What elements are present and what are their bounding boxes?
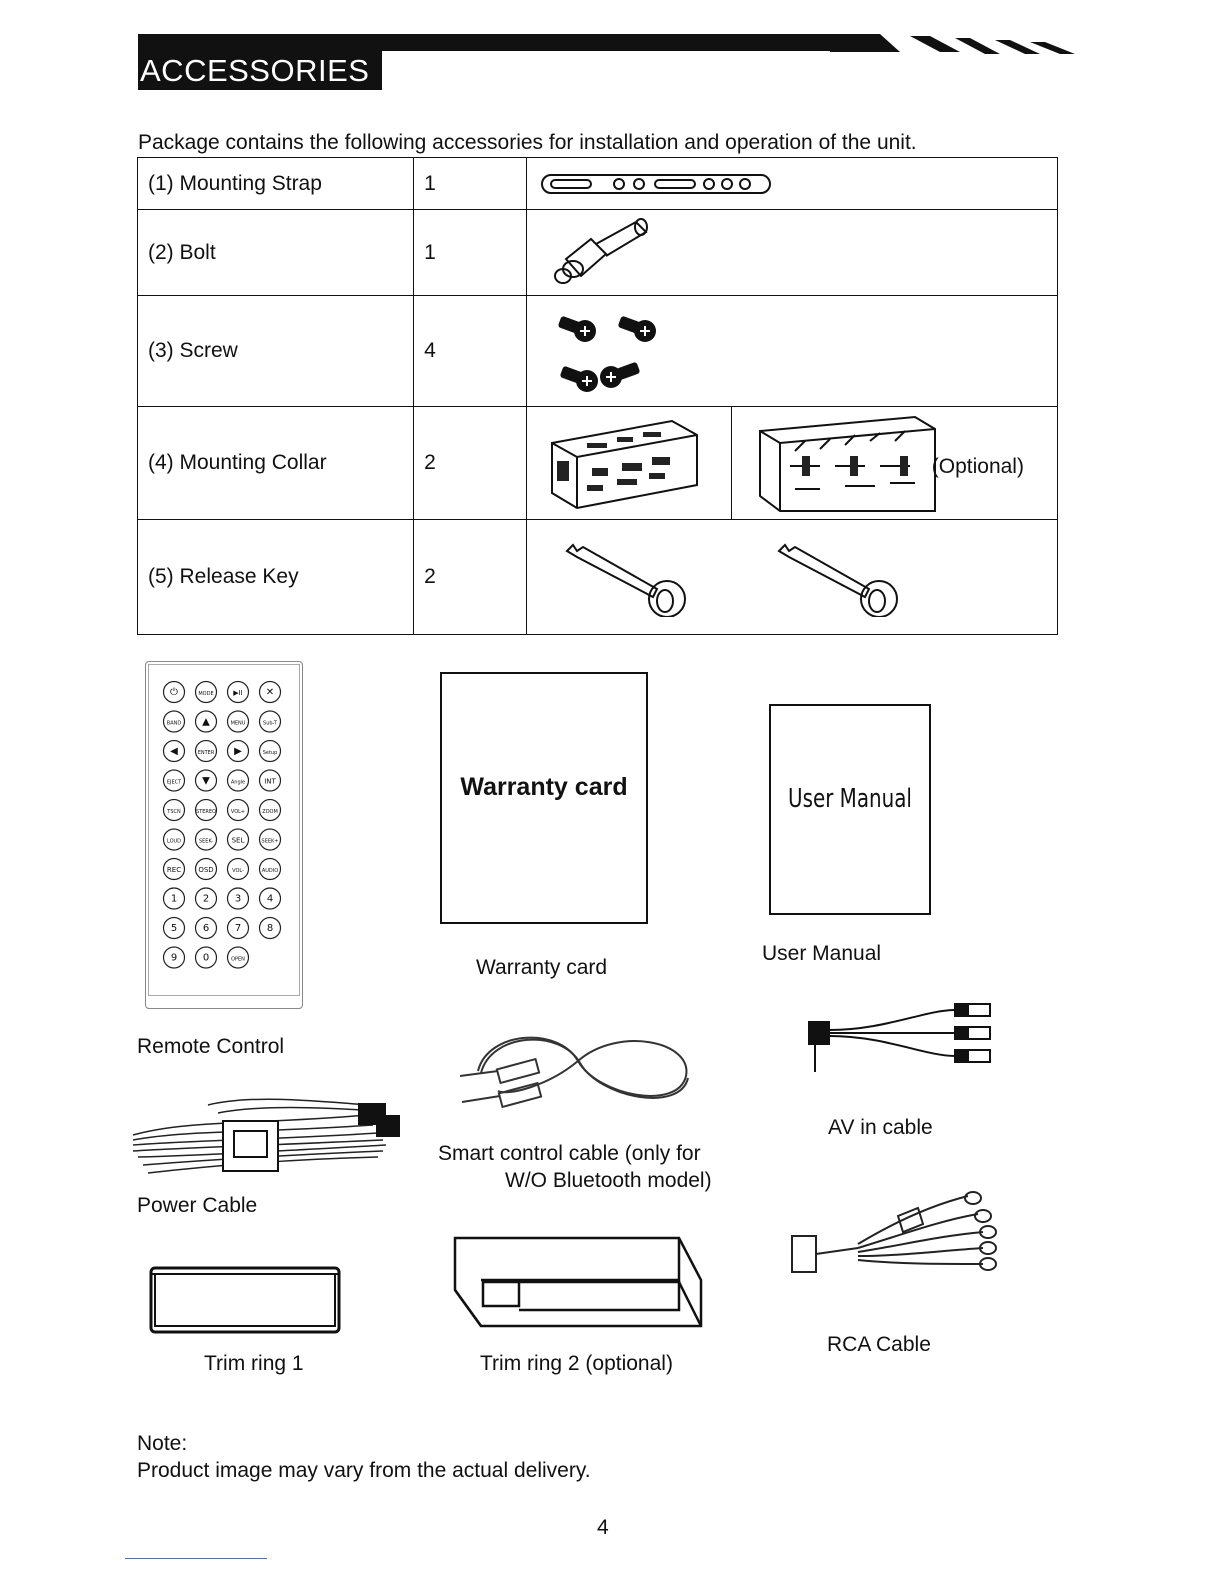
- trim-ring-2-icon: [451, 1230, 705, 1330]
- remote-button: [196, 711, 217, 732]
- item-name: (1) Mounting Strap: [138, 158, 414, 210]
- remote-button: [196, 859, 217, 880]
- svg-text:BAND: BAND: [166, 720, 182, 727]
- svg-text:ENTER: ENTER: [197, 750, 215, 756]
- trim-ring-2-caption: Trim ring 2 (optional): [480, 1352, 673, 1375]
- item-qty: 2: [414, 520, 527, 635]
- item-picture: [526, 210, 1057, 296]
- remote-button: [196, 800, 217, 821]
- remote-button: [196, 947, 217, 968]
- page-title: ACCESSORIES: [140, 53, 370, 88]
- remote-button: [228, 888, 249, 909]
- item-picture: [526, 407, 731, 520]
- remote-button: [260, 741, 281, 762]
- svg-text:SEL: SEL: [231, 836, 245, 845]
- svg-text:VOL-: VOL-: [232, 868, 244, 874]
- remote-button: [228, 829, 249, 850]
- av-in-cable-caption: AV in cable: [828, 1116, 933, 1139]
- svg-text:AUDIO: AUDIO: [261, 868, 279, 874]
- header-stripes: [830, 26, 1080, 56]
- remote-button: [260, 829, 281, 850]
- item-picture: [731, 407, 1057, 520]
- remote-button: [164, 800, 185, 821]
- svg-text:7: 7: [234, 923, 242, 934]
- optional-label: (Optional): [931, 455, 1024, 478]
- remote-button: [260, 918, 281, 939]
- svg-text:▲: ▲: [202, 716, 210, 728]
- svg-text:Angle: Angle: [230, 779, 246, 786]
- remote-button: [164, 770, 185, 791]
- remote-button: [228, 947, 249, 968]
- svg-text:MENU: MENU: [230, 720, 246, 727]
- table-row: [138, 210, 1058, 296]
- svg-text:Setup: Setup: [262, 750, 278, 756]
- remote-button: [196, 888, 217, 909]
- mounting-collar-icon: [547, 413, 707, 513]
- remote-button: [196, 741, 217, 762]
- item-name: (2) Bolt: [138, 210, 414, 296]
- remote-button: [164, 947, 185, 968]
- svg-text:OSD: OSD: [198, 866, 214, 874]
- remote-buttons: [146, 662, 302, 1002]
- remote-button: [196, 829, 217, 850]
- svg-text:5: 5: [170, 923, 178, 934]
- trim-ring-1-caption: Trim ring 1: [204, 1352, 304, 1375]
- svg-text:Sub-T: Sub-T: [263, 720, 277, 727]
- svg-text:✕: ✕: [265, 687, 275, 698]
- svg-text:9: 9: [170, 952, 178, 964]
- page-number: 4: [597, 1516, 609, 1539]
- mounting-collar-double-icon: [750, 411, 950, 515]
- accessories-table: [137, 157, 1058, 635]
- note-label: Note:: [137, 1432, 188, 1455]
- remote-button: [196, 770, 217, 791]
- item-qty: 2: [414, 407, 527, 520]
- item-qty: 4: [414, 296, 527, 407]
- svg-text:◀: ◀: [170, 746, 178, 757]
- svg-text:SEEK-: SEEK-: [198, 838, 214, 845]
- release-key-icon: [557, 537, 1057, 617]
- remote-button: [196, 918, 217, 939]
- item-name: (5) Release Key: [138, 520, 414, 635]
- svg-text:0: 0: [202, 952, 210, 964]
- remote-button: [164, 711, 185, 732]
- remote-button: [260, 888, 281, 909]
- svg-text:VOL+: VOL+: [230, 809, 246, 815]
- svg-text:OPEN: OPEN: [231, 956, 245, 963]
- remote-button: [164, 682, 185, 703]
- warranty-card-caption: Warranty card: [476, 956, 608, 979]
- remote-button: [164, 918, 185, 939]
- svg-text:EJECT: EJECT: [166, 779, 182, 786]
- remote-button: [228, 770, 249, 791]
- remote-button: [164, 888, 185, 909]
- remote-button: [228, 800, 249, 821]
- item-name: (4) Mounting Collar: [138, 407, 414, 520]
- remote-button: [228, 711, 249, 732]
- table-row: [138, 158, 1058, 210]
- remote-button: [164, 829, 185, 850]
- remote-control: [145, 661, 303, 1009]
- svg-text:STEREO: STEREO: [196, 809, 216, 815]
- rca-cable-icon: [788, 1186, 1003, 1282]
- remote-button: [196, 682, 217, 703]
- remote-button: [228, 682, 249, 703]
- user-manual: [769, 704, 931, 915]
- rca-cable-caption: RCA Cable: [827, 1333, 931, 1356]
- note-text: Product image may vary from the actual delivery.: [137, 1459, 591, 1482]
- remote-button: [228, 859, 249, 880]
- svg-text:▶II: ▶II: [233, 689, 243, 697]
- trim-ring-1-icon: [149, 1266, 341, 1334]
- av-in-cable-icon: [805, 1000, 1010, 1080]
- svg-text:2: 2: [202, 893, 210, 905]
- warranty-card-title: Warranty card: [460, 773, 628, 801]
- remote-button: [260, 770, 281, 791]
- user-manual-title: User Manual: [788, 784, 912, 814]
- remote-button: [260, 682, 281, 703]
- item-picture: [526, 520, 1057, 635]
- bolt-icon: [541, 214, 681, 292]
- svg-text:⏻: ⏻: [170, 687, 178, 698]
- power-cable-caption: Power Cable: [137, 1194, 258, 1217]
- intro-text: Package contains the following accessories for installation and operation of the unit.: [138, 131, 917, 154]
- svg-text:LOUD: LOUD: [166, 838, 182, 845]
- remote-button: [260, 711, 281, 732]
- svg-text:▶: ▶: [234, 746, 242, 757]
- remote-button: [260, 859, 281, 880]
- svg-text:REC: REC: [166, 866, 182, 874]
- svg-text:SEEK+: SEEK+: [261, 838, 279, 845]
- item-picture: [526, 158, 1057, 210]
- warranty-card: [440, 672, 648, 924]
- table-row: [138, 296, 1058, 407]
- table-row: [138, 407, 1058, 520]
- svg-text:8: 8: [266, 923, 274, 934]
- svg-text:4: 4: [266, 893, 274, 905]
- svg-text:ZOOM: ZOOM: [262, 809, 278, 815]
- remote-button: [164, 741, 185, 762]
- screw-icon: [549, 301, 689, 401]
- title-rule: [138, 34, 838, 51]
- svg-text:INT: INT: [264, 777, 276, 786]
- table-row: [138, 520, 1058, 635]
- user-manual-caption: User Manual: [762, 942, 882, 965]
- footer-rule: [125, 1558, 267, 1559]
- remote-button: [228, 741, 249, 762]
- item-name: (3) Screw: [138, 296, 414, 407]
- remote-button: [260, 800, 281, 821]
- svg-text:MODE: MODE: [198, 691, 214, 697]
- svg-text:1: 1: [170, 893, 178, 905]
- svg-text:TSCN: TSCN: [167, 809, 181, 815]
- svg-text:3: 3: [234, 893, 242, 905]
- smart-cable-caption-line1: Smart control cable (only for: [438, 1142, 701, 1165]
- item-qty: 1: [414, 158, 527, 210]
- remote-button: [164, 859, 185, 880]
- remote-button: [228, 918, 249, 939]
- smart-cable-caption-line2: W/O Bluetooth model): [505, 1169, 712, 1192]
- item-qty: 1: [414, 210, 527, 296]
- svg-text:▼: ▼: [202, 775, 210, 787]
- item-picture: [526, 296, 1057, 407]
- mounting-strap-icon: [539, 169, 779, 199]
- power-cable-icon: [128, 1085, 413, 1190]
- svg-text:6: 6: [202, 923, 210, 934]
- remote-control-caption: Remote Control: [137, 1035, 285, 1058]
- smart-control-cable-icon: [448, 1016, 698, 1120]
